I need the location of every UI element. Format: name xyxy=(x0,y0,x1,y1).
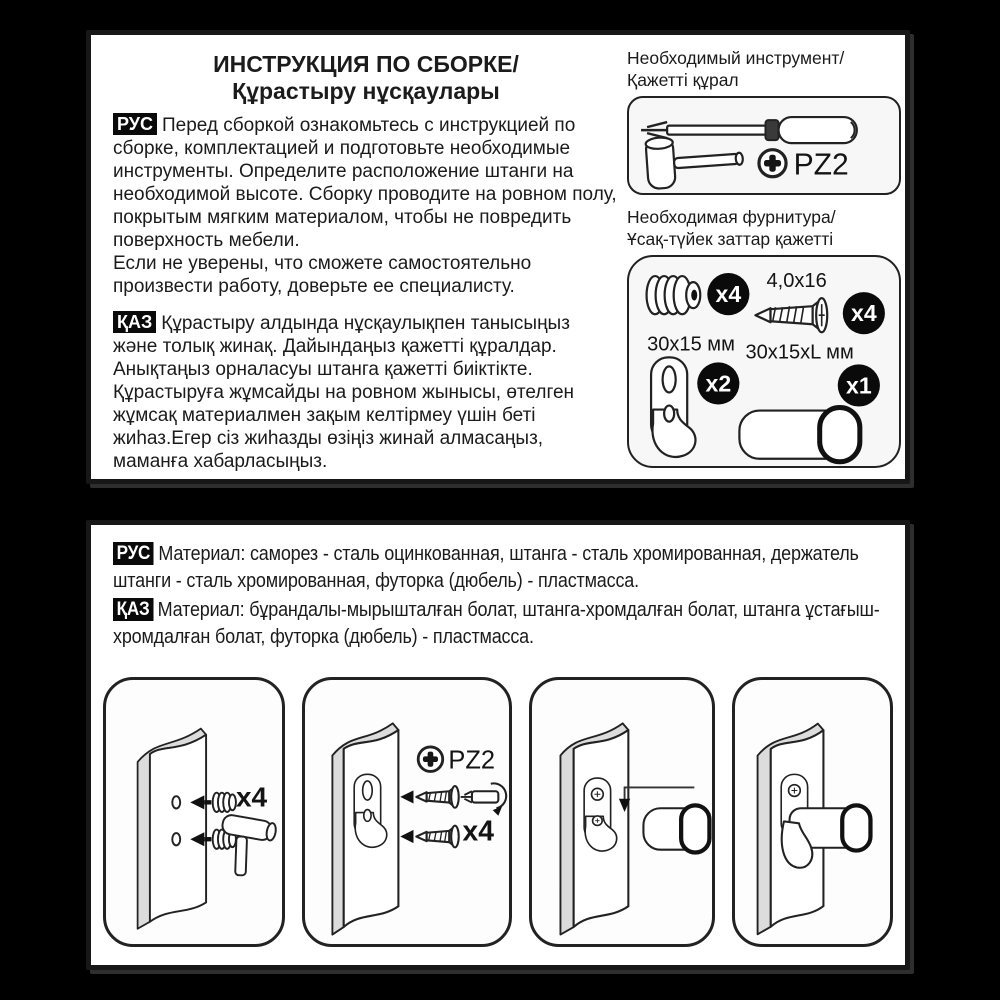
assembly-step-4 xyxy=(732,677,893,947)
rus-intro-text-2: Если не уверены, что сможете самостоятельно произвести работу, доверьте ее специалисту. xyxy=(113,253,532,297)
pz2-label: PZ2 xyxy=(793,148,849,182)
page-title-ru: ИНСТРУКЦИЯ ПО СБОРКЕ/ xyxy=(213,51,519,77)
tube-qty: x1 xyxy=(846,372,872,399)
tube-icon xyxy=(644,805,710,852)
hardware-heading-kz: Ұсақ-түйек заттар қажетті xyxy=(627,229,834,249)
screw-icon xyxy=(755,298,827,332)
assembly-step-2 xyxy=(302,677,513,947)
page-title-kz: Құрастыру нұсқаулары xyxy=(232,78,500,104)
step-1-illustration xyxy=(106,680,282,944)
dowel-icon xyxy=(213,793,236,812)
kaz-intro-text-2: Құрастыруға жұмсайды на ровном жынысы, өтелген жұмсақ материалмен зақым келтірмеу үшін беті жиһаз.Егер сіз жиһазды өзіңіз жинай алмасаңыз, маманға хабарласыңыз. xyxy=(113,382,575,472)
insert-arrow-icon xyxy=(400,830,413,843)
hook-icon xyxy=(651,357,695,457)
screwdriver-icon xyxy=(641,117,857,143)
drill-hole xyxy=(172,833,180,845)
required-hardware-box xyxy=(627,255,901,468)
pz2-bit-icon xyxy=(418,747,443,772)
kaz-intro-text: Құрастыру алдында нұсқаулықпен танысыңыз және толық жинақ. Дайындаңыз қажетті құралдар. Анықтаңыз орналасуы штанга қажетті биіктікте. xyxy=(113,313,570,380)
tools-heading xyxy=(627,47,901,91)
required-tools-box xyxy=(627,96,901,195)
screwdriver-bit-icon xyxy=(460,783,506,815)
hardware-illustration xyxy=(629,257,899,466)
rus-language-badge-2: РУС xyxy=(113,542,154,565)
dowel-icon xyxy=(647,276,701,314)
rus-intro-text: Перед сборкой ознакомьтесь с инструкцией по сборке, комплектацией и подготовьте необходимые инструменты. Определите расположение штанги на необходимой высоте. Сборку проводите на ровном полу, покрытым мягким материалом, чтобы не повредить поверхность мебели. xyxy=(113,115,617,251)
assembly-step-1 xyxy=(103,677,285,947)
dowel-qty: x4 xyxy=(715,281,742,308)
hardware-heading xyxy=(627,206,901,250)
tools-heading-ru: Необходимый инструмент/ xyxy=(627,48,845,68)
assembly-step-3 xyxy=(529,677,714,947)
assembly-steps-row xyxy=(103,677,893,947)
tube-size-label: 30x15xL мм xyxy=(745,341,854,364)
tools-illustration xyxy=(629,98,899,192)
kaz-material-text: Материал: бұрандалы-мырышталған болат, штанга-хромдалған болат, штанга ұстағыш-хромдалған болат, футорка (дюбель) - пластмасса. xyxy=(113,599,880,648)
tube-icon xyxy=(739,408,859,462)
tools-heading-kz: Қажетті құрал xyxy=(627,70,739,90)
kaz-material-paragraph xyxy=(113,597,902,651)
rus-material-text: Материал: саморез - сталь оцинкованная, штанга - сталь хромированная, держатель штанги - сталь хромированная, футорка (дюбель) - пластмасса. xyxy=(113,543,859,592)
insert-arrow-icon xyxy=(400,790,413,803)
kaz-language-badge: ҚАЗ xyxy=(113,311,156,333)
hook-size-label: 30x15 мм xyxy=(647,333,735,356)
step-1-qty-label: x4 xyxy=(235,781,268,813)
rus-intro-paragraph xyxy=(113,113,619,298)
pz2-bit-icon xyxy=(759,150,786,177)
screw-qty: x4 xyxy=(851,300,877,327)
instruction-text-column xyxy=(113,45,619,473)
kaz-language-badge-2: ҚАЗ xyxy=(113,598,153,621)
screw-icon xyxy=(416,786,458,808)
hammer-icon xyxy=(645,132,744,189)
kaz-intro-paragraph xyxy=(113,311,619,473)
step-4-illustration xyxy=(735,680,890,944)
rus-language-badge: РУС xyxy=(113,113,157,135)
page-title xyxy=(113,51,619,105)
drill-hole xyxy=(172,796,180,808)
assembly-instruction-sheet xyxy=(86,30,910,484)
screw-icon xyxy=(416,826,458,848)
step-2-qty-label: x4 xyxy=(462,814,494,847)
step-2-pz2-label: PZ2 xyxy=(447,746,495,775)
materials-and-steps-sheet xyxy=(86,520,910,970)
step-2-illustration xyxy=(305,680,510,944)
panel-icon xyxy=(138,729,206,929)
screw-size-label: 4,0x16 xyxy=(766,270,827,293)
materials-text-block xyxy=(113,541,903,651)
hook-qty: x2 xyxy=(705,370,732,397)
step-3-illustration xyxy=(532,680,711,944)
tools-hardware-column xyxy=(627,47,901,468)
hardware-heading-ru: Необходимая фурнитура/ xyxy=(627,207,836,227)
rus-material-paragraph xyxy=(113,541,902,595)
